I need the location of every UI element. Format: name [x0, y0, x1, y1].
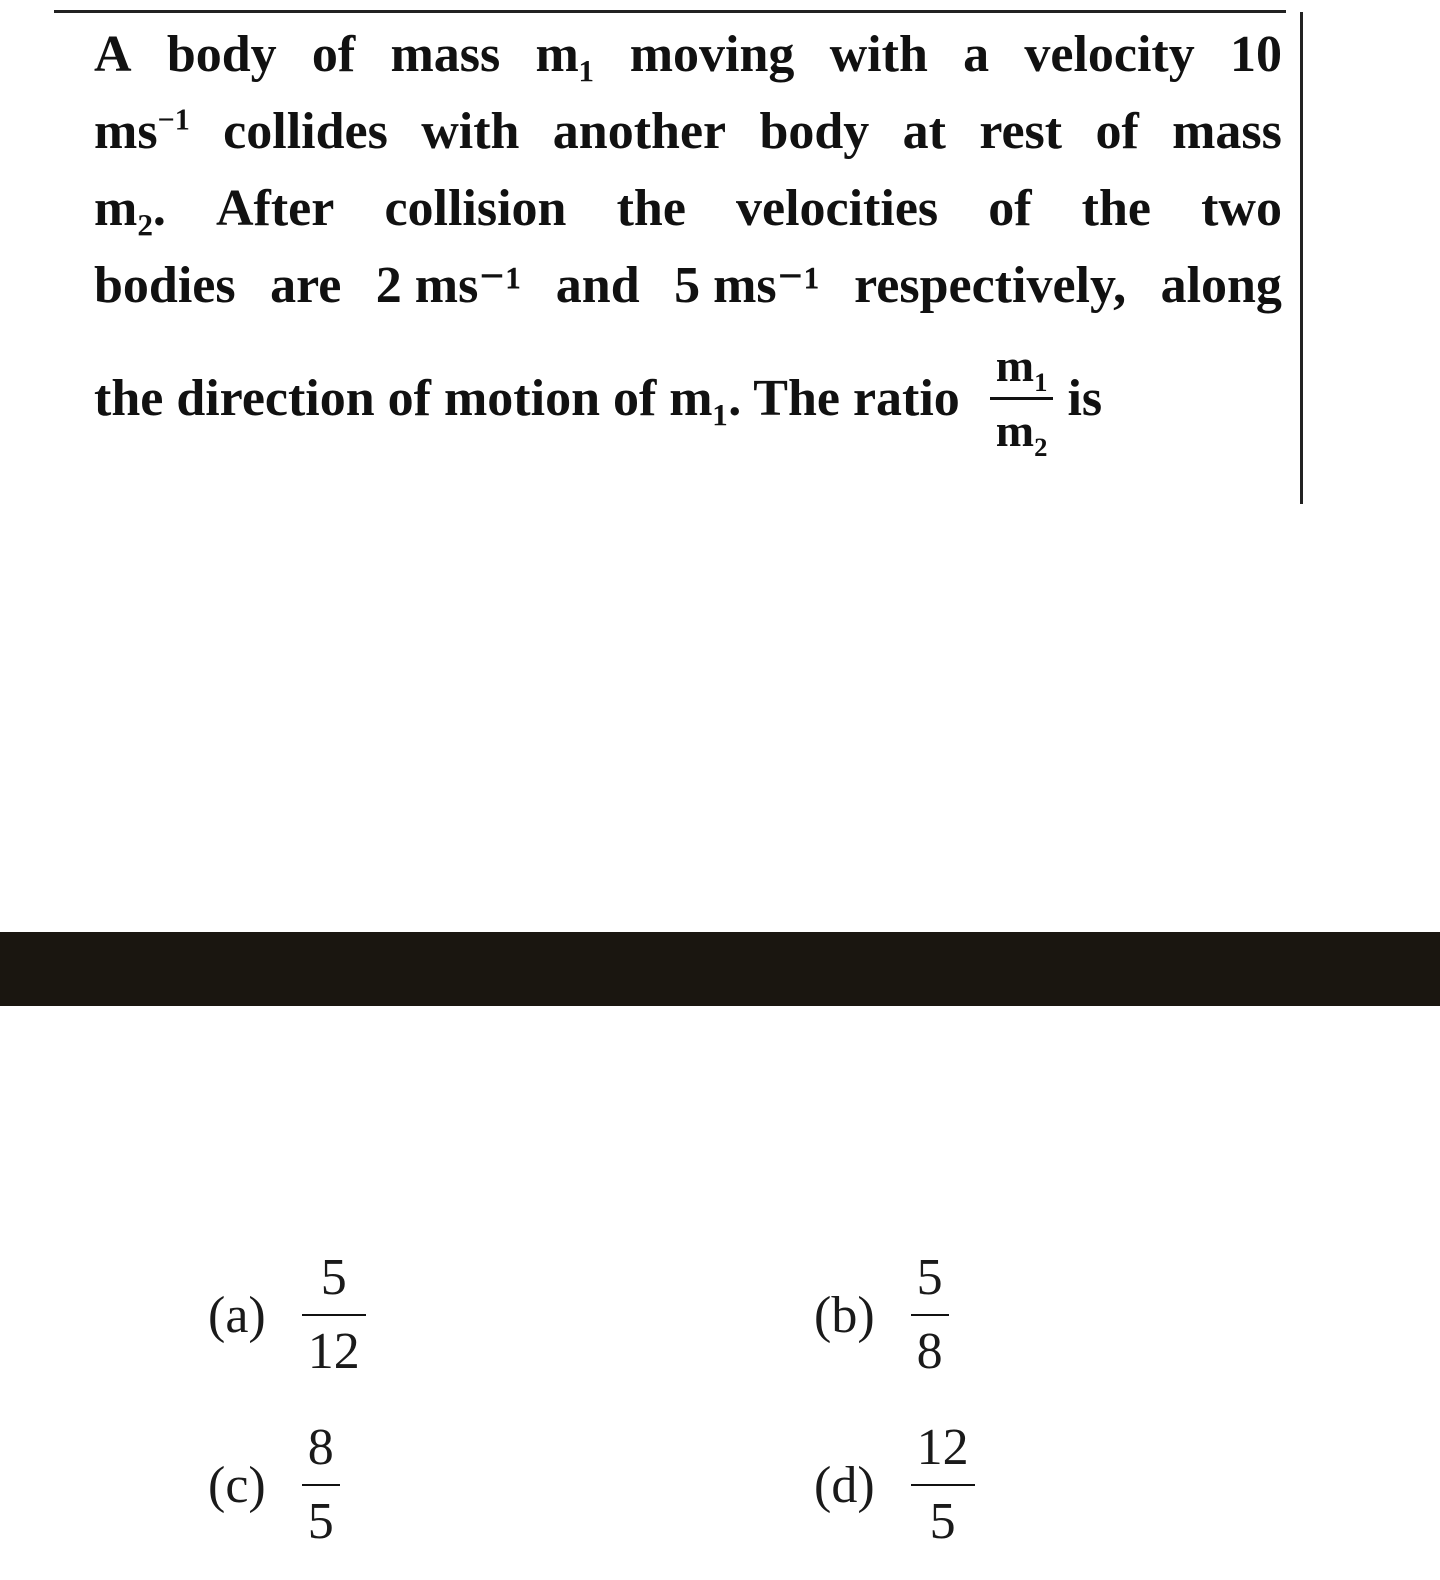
word: m₁: [535, 26, 595, 83]
option-d[interactable]: [814, 1419, 975, 1550]
word: velocity: [1024, 26, 1195, 83]
word: two: [1201, 180, 1282, 237]
word: bodies: [94, 257, 236, 314]
question-line-5: [94, 330, 1282, 466]
velocity-value: 2 ms⁻¹: [375, 257, 522, 314]
fraction-numerator: 8: [307, 1419, 334, 1476]
word: with: [421, 103, 520, 160]
redaction-bar: [0, 932, 1440, 1006]
word: velocities: [736, 180, 939, 237]
word: rest: [979, 103, 1063, 160]
option-label: (d): [814, 1456, 875, 1514]
option-a[interactable]: [208, 1249, 366, 1380]
word: moving: [629, 26, 795, 83]
fraction-bar: [911, 1484, 975, 1486]
word: at: [902, 103, 946, 160]
word: the: [616, 180, 686, 237]
fraction-numerator: 5: [916, 1249, 943, 1306]
velocity-value: 5 ms⁻¹: [674, 257, 820, 314]
fraction-denominator: 5: [307, 1493, 334, 1550]
option-label: (c): [208, 1456, 266, 1514]
word: with: [829, 26, 928, 83]
word: is: [1067, 369, 1103, 427]
fraction-numerator: $m_1$: [995, 339, 1048, 397]
question-text: [94, 16, 1282, 466]
option-fraction: [911, 1419, 975, 1550]
word: of: [988, 180, 1032, 237]
fraction-denominator: 12: [307, 1323, 360, 1380]
word: body: [166, 26, 277, 83]
question-line-3: [94, 170, 1282, 247]
word: another: [552, 103, 727, 160]
option-c[interactable]: [208, 1419, 340, 1550]
fraction-denominator: 5: [929, 1493, 956, 1550]
fraction-bar: [990, 397, 1054, 400]
option-fraction: [911, 1249, 949, 1380]
top-border-line: [54, 10, 1286, 13]
word: are: [270, 257, 342, 314]
option-fraction: [302, 1249, 366, 1380]
word: respectively,: [854, 257, 1127, 314]
word: a: [963, 26, 990, 83]
question-line-1: [94, 16, 1282, 93]
word: A: [94, 26, 132, 83]
fraction-bar: [302, 1314, 366, 1316]
fraction-denominator: $m_2$: [995, 404, 1048, 462]
fraction-numerator: 12: [916, 1419, 969, 1476]
word: collides: [223, 103, 388, 160]
word: the: [1081, 180, 1151, 237]
right-border-line: [1300, 12, 1303, 504]
word: of: [311, 26, 356, 83]
fraction-numerator: 5: [320, 1249, 347, 1306]
word: m₂.: [94, 180, 166, 237]
option-label: (a): [208, 1286, 266, 1344]
word: After: [216, 180, 335, 237]
word: mass: [390, 26, 501, 83]
question-line-5-text: the direction of motion of m₁. The ratio: [94, 369, 960, 427]
word: 10: [1230, 26, 1282, 83]
option-label: (b): [814, 1286, 875, 1344]
fraction-bar: [302, 1484, 340, 1486]
fraction-bar: [911, 1314, 949, 1316]
option-fraction: [302, 1419, 340, 1550]
word: body: [759, 103, 870, 160]
fraction-denominator: 8: [916, 1323, 943, 1380]
word: along: [1160, 257, 1282, 314]
word: collision: [384, 180, 567, 237]
mass-ratio-fraction: [990, 339, 1054, 462]
question-line-2: [94, 93, 1282, 170]
option-b[interactable]: [814, 1249, 949, 1380]
unit-ms-inverse: $ms^{-1}$: [94, 102, 190, 160]
word: and: [555, 257, 640, 314]
question-line-4: [94, 247, 1282, 324]
word: mass: [1172, 103, 1282, 160]
word: of: [1095, 103, 1139, 160]
